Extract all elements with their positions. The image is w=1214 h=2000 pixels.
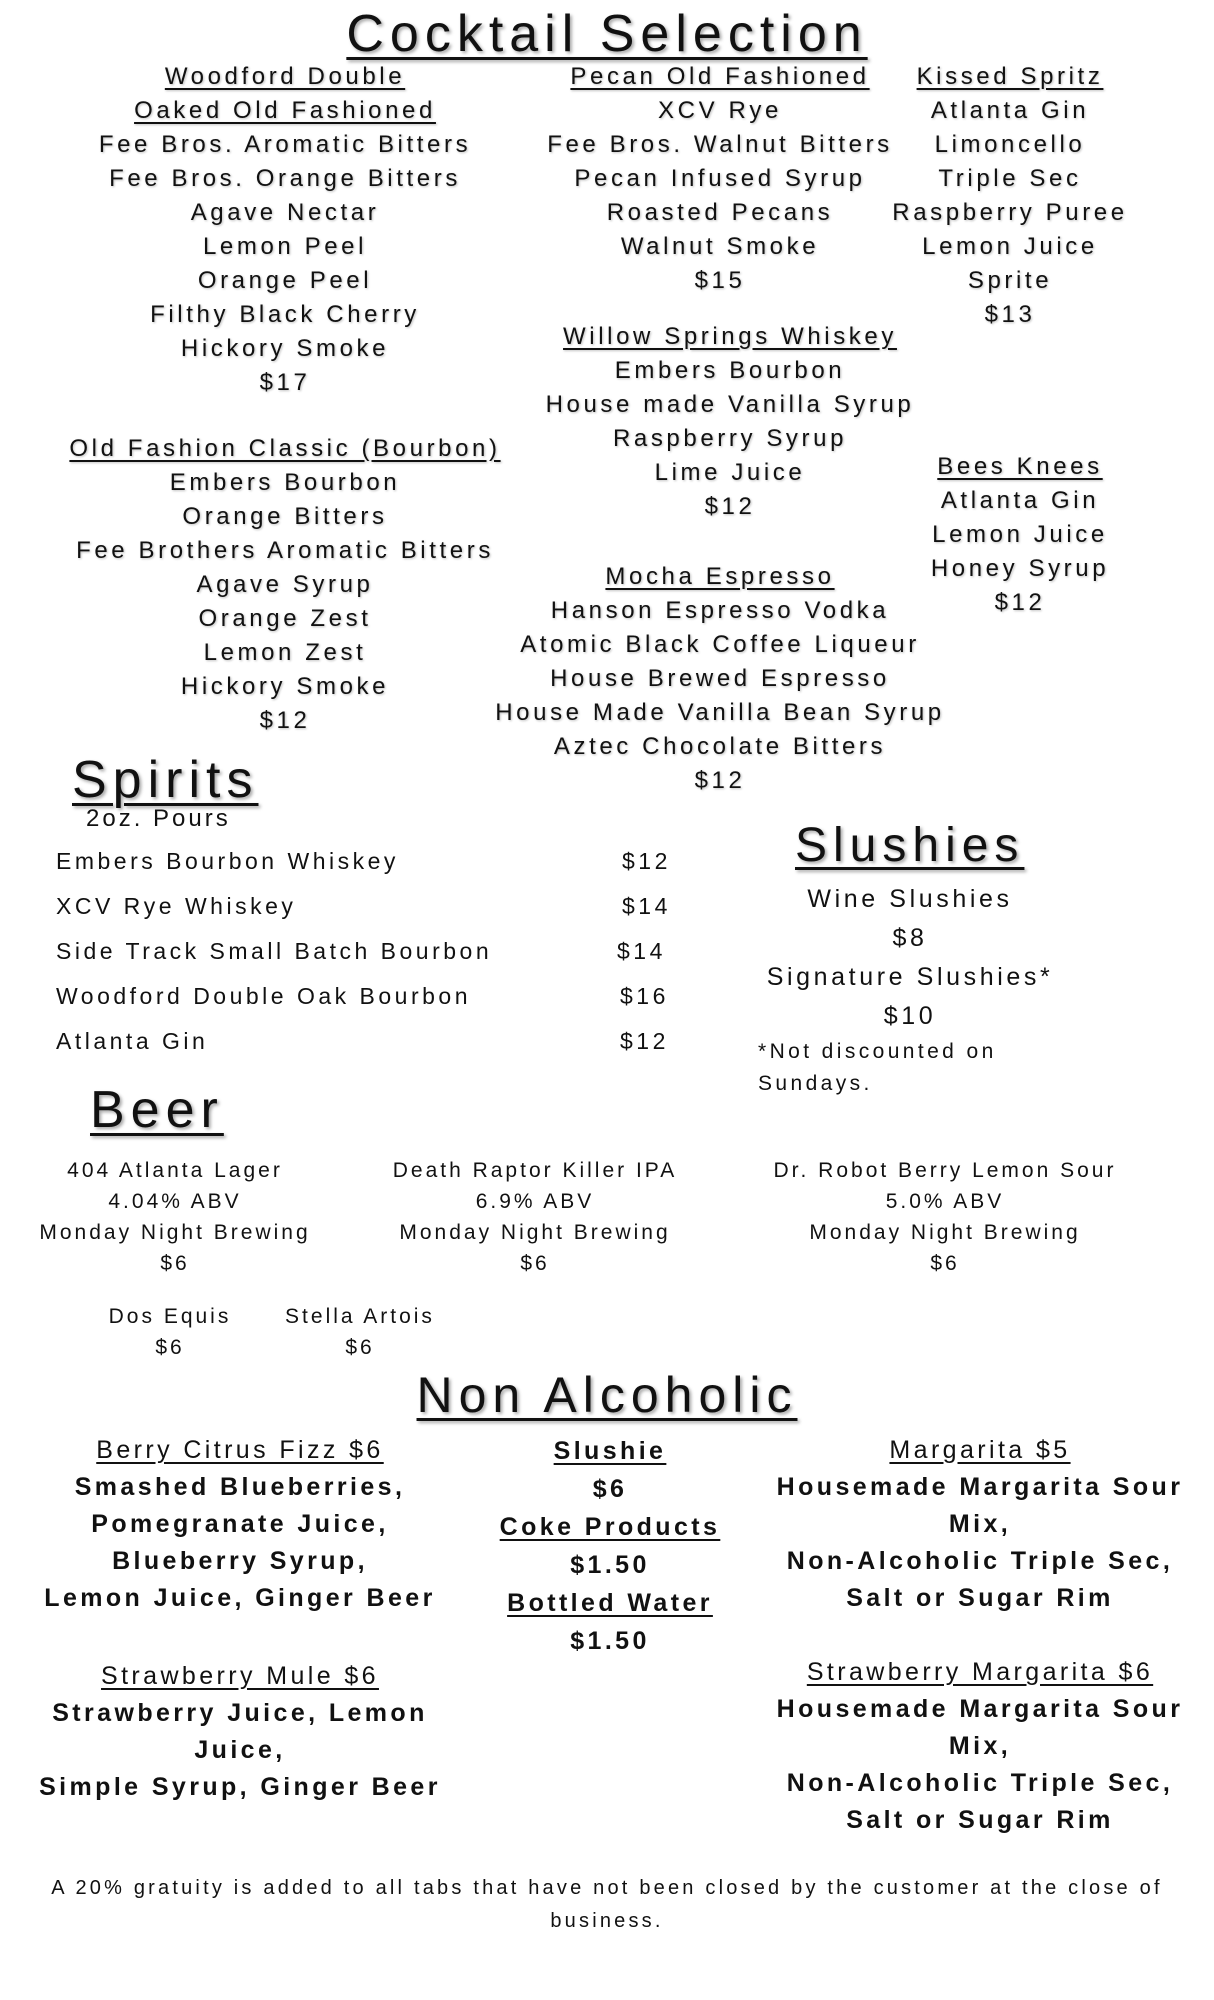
item-name: Kissed Spritz (916, 63, 1104, 90)
price: $12 (704, 493, 756, 520)
ingredient: Lemon Juice (932, 521, 1108, 548)
margarita (760, 1432, 1200, 1617)
bottled-water-name: Bottled Water (507, 1589, 713, 1617)
ingredient: Fee Brothers Aromatic Bitters (76, 537, 494, 564)
ingredient: Limoncello (934, 131, 1086, 158)
ingredient: Raspberry Puree (892, 199, 1128, 226)
ingredient: House Brewed Espresso (550, 665, 890, 692)
beer-name: Death Raptor Killer IPA (392, 1159, 678, 1182)
beer-item (90, 1301, 250, 1363)
beer-name: Dr. Robot Berry Lemon Sour (773, 1159, 1117, 1182)
beer-price: $6 (520, 1252, 550, 1275)
ingredient: Roasted Pecans (606, 199, 834, 226)
pecan-old-fashioned (500, 60, 940, 298)
slushie-price: $6 (592, 1475, 628, 1503)
ingredient: Hanson Espresso Vodka (550, 597, 890, 624)
ingredient: Simple Syrup, Ginger Beer (39, 1773, 441, 1801)
ingredient: Juice, (194, 1736, 286, 1764)
ingredient: Aztec Chocolate Bitters (553, 733, 887, 760)
ingredient: Embers Bourbon (614, 357, 846, 384)
ingredient: Honey Syrup (930, 555, 1110, 582)
ingredient: Housemade Margarita Sour (776, 1695, 1184, 1723)
ingredient: Raspberry Syrup (612, 425, 848, 452)
bottled-water-price: $1.50 (570, 1627, 650, 1655)
beer-abv: 5.0% ABV (885, 1190, 1005, 1213)
beer-price: $6 (345, 1336, 375, 1359)
spirit-price: $16 (620, 983, 669, 1009)
ingredient: Salt or Sugar Rim (846, 1584, 1114, 1612)
ingredient: Smashed Blueberries, (74, 1473, 406, 1501)
ingredient: Mix, (948, 1510, 1012, 1538)
ingredient: Lime Juice (654, 459, 806, 486)
beer-abv: 4.04% ABV (108, 1190, 242, 1213)
ingredient: House made Vanilla Syrup (545, 391, 915, 418)
ingredient: Pecan Infused Syrup (574, 165, 866, 192)
price: $12 (994, 589, 1046, 616)
spirit-name: Woodford Double Oak Bourbon (56, 983, 471, 1009)
spirit-name: Atlanta Gin (56, 1028, 209, 1054)
spirit-price: $12 (622, 848, 671, 874)
ingredient: Agave Syrup (196, 571, 374, 598)
item-name: Bees Knees (937, 453, 1103, 480)
slushie-name: Slushie (553, 1437, 667, 1465)
ingredient: Housemade Margarita Sour (776, 1473, 1184, 1501)
ingredient: House Made Vanilla Bean Syrup (495, 699, 945, 726)
ingredient: Fee Bros. Aromatic Bitters (98, 131, 472, 158)
non-alcoholic-title: Non Alcoholic (416, 1367, 798, 1423)
gratuity-note: A 20% gratuity is added to all tabs that have not been closed by the customer at the close of business. (51, 1877, 1163, 1932)
beer-item (10, 1155, 340, 1279)
item-name: Woodford Double Oaked Old Fashioned (134, 63, 436, 124)
item-name: Mocha Espresso (605, 563, 835, 590)
willow-springs-whiskey (520, 320, 940, 524)
ingredient: Hickory Smoke (180, 673, 390, 700)
ingredient: Triple Sec (938, 165, 1082, 192)
spirit-price: $14 (617, 938, 666, 964)
ingredient: Pomegranate Juice, (91, 1510, 389, 1538)
ingredient: Orange Zest (198, 605, 372, 632)
item-name: Berry Citrus Fizz $6 (96, 1436, 384, 1464)
berry-citrus-fizz (30, 1432, 450, 1617)
na-drinks-list (480, 1432, 740, 1660)
wine-slushies: Wine Slushies (807, 885, 1013, 913)
ingredient: Blueberry Syrup, (112, 1547, 368, 1575)
spirit-price: $14 (622, 893, 671, 919)
item-name: Willow Springs Whiskey (563, 323, 897, 350)
beer-price: $6 (930, 1252, 960, 1275)
item-name: Strawberry Margarita $6 (806, 1658, 1154, 1686)
slushies-note: *Not discounted on Sundays. (758, 1040, 997, 1095)
beer-price: $6 (160, 1252, 190, 1275)
price: $13 (984, 301, 1036, 328)
price: $12 (694, 767, 746, 794)
beer-title: Beer (90, 1081, 224, 1139)
ingredient: Lemon Peel (202, 233, 368, 260)
beer-brewery: Monday Night Brewing (39, 1221, 311, 1244)
coke-products-name: Coke Products (499, 1513, 721, 1541)
beer-brewery: Monday Night Brewing (809, 1221, 1081, 1244)
item-name: Old Fashion Classic (Bourbon) (69, 435, 501, 462)
beer-name: Stella Artois (285, 1305, 435, 1328)
ingredient: Salt or Sugar Rim (846, 1806, 1114, 1834)
beer-item (270, 1301, 450, 1363)
ingredient: Walnut Smoke (620, 233, 820, 260)
beer-item (745, 1155, 1145, 1279)
wine-slushies-price: $8 (892, 924, 928, 952)
signature-slushies-price: $10 (883, 1002, 937, 1030)
mocha-espresso (480, 560, 960, 798)
ingredient: Fee Bros. Walnut Bitters (547, 131, 893, 158)
ingredient: Atlanta Gin (940, 487, 1100, 514)
beer-name: 404 Atlanta Lager (67, 1159, 283, 1182)
ingredient: Non-Alcoholic Triple Sec, (786, 1547, 1174, 1575)
price: $12 (259, 707, 311, 734)
beer-name: Dos Equis (108, 1305, 232, 1328)
ingredient: Orange Peel (197, 267, 373, 294)
ingredient: Orange Bitters (182, 503, 388, 530)
ingredient: Hickory Smoke (180, 335, 390, 362)
bees-knees (905, 450, 1135, 620)
price: $15 (694, 267, 746, 294)
spirit-name: XCV Rye Whiskey (56, 893, 297, 919)
strawberry-margarita (760, 1654, 1200, 1839)
ingredient: Lemon Juice (922, 233, 1098, 260)
beer-brewery: Monday Night Brewing (399, 1221, 671, 1244)
beer-price: $6 (155, 1336, 185, 1359)
item-name: Strawberry Mule $6 (101, 1662, 379, 1690)
ingredient: Atomic Black Coffee Liqueur (520, 631, 920, 658)
strawberry-mule (30, 1658, 450, 1806)
price: $17 (259, 369, 311, 396)
ingredient: Embers Bourbon (169, 469, 401, 496)
ingredient: Mix, (948, 1732, 1012, 1760)
spirits-title: Spirits (72, 751, 259, 809)
old-fashion-classic (50, 432, 520, 738)
ingredient: Strawberry Juice, Lemon (52, 1699, 428, 1727)
woodford-old-fashioned (60, 60, 510, 400)
spirits-subtitle: 2oz. Pours (86, 805, 231, 832)
ingredient: Fee Bros. Orange Bitters (109, 165, 461, 192)
coke-products-price: $1.50 (570, 1551, 650, 1579)
ingredient: Lemon Zest (203, 639, 367, 666)
ingredient: Filthy Black Cherry (150, 301, 420, 328)
cocktail-section-title: Cocktail Selection (346, 5, 868, 63)
signature-slushies: Signature Slushies* (766, 963, 1054, 991)
ingredient: Lemon Juice, Ginger Beer (44, 1584, 436, 1612)
slushies-title: Slushies (795, 819, 1025, 872)
spirit-name: Side Track Small Batch Bourbon (56, 938, 493, 964)
ingredient: Non-Alcoholic Triple Sec, (786, 1769, 1174, 1797)
item-name: Pecan Old Fashioned (570, 63, 870, 90)
item-name: Margarita $5 (889, 1436, 1071, 1464)
spirit-name: Embers Bourbon Whiskey (56, 848, 399, 874)
ingredient: Atlanta Gin (930, 97, 1090, 124)
beer-item (370, 1155, 700, 1279)
ingredient: Agave Nectar (190, 199, 380, 226)
beer-abv: 6.9% ABV (475, 1190, 595, 1213)
ingredient: XCV Rye (658, 97, 782, 124)
kissed-spritz (885, 60, 1135, 332)
slushies-list (740, 880, 1080, 1036)
ingredient: Sprite (967, 267, 1053, 294)
spirit-price: $12 (620, 1028, 669, 1054)
